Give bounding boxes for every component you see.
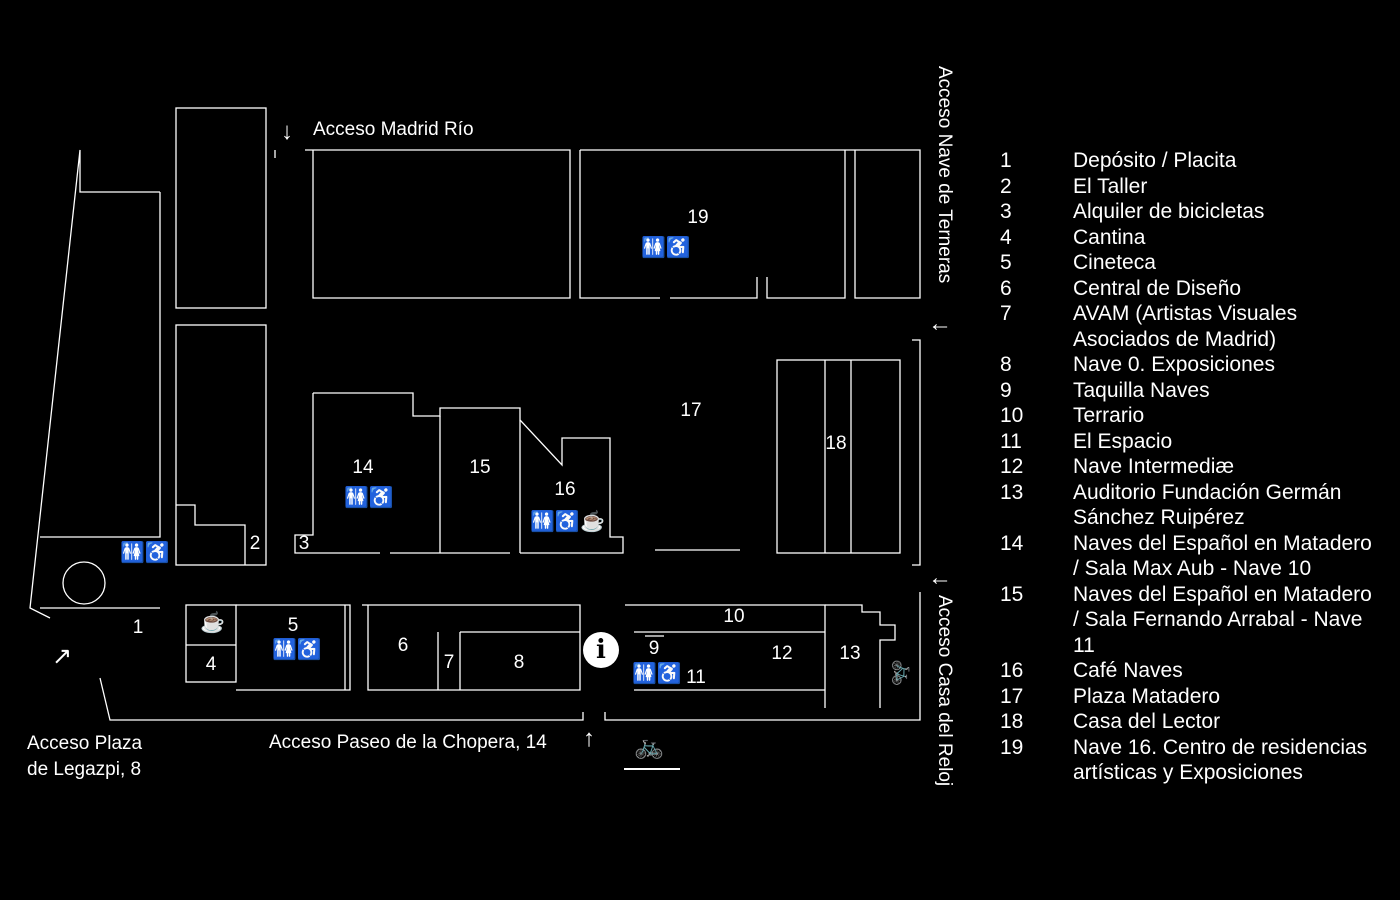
legend-label: Auditorio Fundación Germán Sánchez Ruipérez bbox=[1073, 480, 1342, 529]
area-number-9: 9 bbox=[648, 638, 660, 659]
coffee-icon: ☕ bbox=[580, 511, 605, 533]
outline-circle-fountain bbox=[63, 562, 105, 604]
outline-block-mid-left bbox=[176, 325, 266, 565]
outline-nave-19 bbox=[305, 150, 570, 298]
legend-number: 7 bbox=[1000, 302, 1012, 325]
legend-item bbox=[1000, 301, 1380, 352]
legend-label: Plaza Matadero bbox=[1073, 684, 1221, 708]
legend-label: Naves del Español en Matadero / Sala Fernando Arrabal - Nave 11 bbox=[1073, 582, 1372, 657]
legend-item bbox=[1000, 531, 1380, 582]
restroom-icon: 🚻♿ bbox=[530, 511, 580, 533]
legend-label: Nave 0. Exposiciones bbox=[1073, 353, 1275, 376]
area-number-12: 12 bbox=[771, 643, 793, 664]
legend-label: Nave 16. Centro de residencias artísticas y Exposiciones bbox=[1073, 735, 1368, 784]
legend-item bbox=[1000, 250, 1380, 276]
legend-item bbox=[1000, 480, 1380, 531]
area-number-1: 1 bbox=[132, 617, 144, 638]
area-number-8: 8 bbox=[513, 652, 525, 673]
legend-label: Naves del Español en Matadero / Sala Max Aub - Nave 10 bbox=[1073, 531, 1372, 580]
legend-item bbox=[1000, 352, 1380, 378]
legend-number: 16 bbox=[1000, 659, 1024, 682]
legend-number: 2 bbox=[1000, 174, 1012, 198]
area-number-19: 19 bbox=[687, 207, 709, 228]
legend-number: 5 bbox=[1000, 251, 1012, 274]
legend-number: 9 bbox=[1000, 378, 1012, 402]
legend-number: 10 bbox=[1000, 404, 1024, 427]
legend-label: Terrario bbox=[1073, 404, 1145, 427]
legend-item bbox=[1000, 174, 1380, 200]
legend-number: 11 bbox=[1000, 429, 1022, 453]
area-number-13: 13 bbox=[839, 643, 861, 664]
area-number-14: 14 bbox=[352, 457, 374, 478]
legend-label: Central de Diseño bbox=[1073, 276, 1242, 300]
legend-item bbox=[1000, 148, 1380, 174]
legend-label: Casa del Lector bbox=[1073, 710, 1221, 733]
restroom-icon: 🚻♿ bbox=[272, 639, 322, 661]
legend-number: 1 bbox=[1000, 149, 1012, 172]
restroom-icon: 🚻♿ bbox=[641, 237, 691, 259]
legend-label: Cantina bbox=[1073, 225, 1146, 249]
legend-label: Alquiler de bicicletas bbox=[1073, 200, 1265, 223]
legend-label: Depósito / Placita bbox=[1073, 149, 1237, 172]
legend-label: Café Naves bbox=[1073, 659, 1183, 682]
arrow-up-right-icon: ↗ bbox=[52, 643, 73, 670]
legend-label: El Taller bbox=[1073, 174, 1148, 198]
legend-item bbox=[1000, 735, 1380, 786]
area-number-18: 18 bbox=[825, 433, 847, 454]
legend-number: 18 bbox=[1000, 710, 1024, 733]
legend bbox=[1000, 148, 1380, 786]
arrow-down-icon: ↓ bbox=[281, 118, 293, 145]
area-number-7: 7 bbox=[443, 652, 455, 673]
bicycle-icon: 🚲 bbox=[634, 733, 664, 760]
area-number-16: 16 bbox=[554, 479, 576, 500]
access-chopera: Acceso Paseo de la Chopera, 14 bbox=[269, 732, 547, 753]
legend-item bbox=[1000, 709, 1380, 735]
legend-item bbox=[1000, 658, 1380, 684]
legend-number: 8 bbox=[1000, 353, 1012, 376]
legend-number: 15 bbox=[1000, 582, 1024, 606]
area-number-17: 17 bbox=[680, 400, 702, 421]
legend-item bbox=[1000, 225, 1380, 251]
legend-label: Cineteca bbox=[1073, 251, 1156, 274]
bike-parking-line bbox=[624, 768, 680, 770]
coffee-icon: ☕ bbox=[200, 612, 225, 634]
legend-item bbox=[1000, 276, 1380, 302]
legend-number: 17 bbox=[1000, 684, 1024, 708]
legend-number: 13 bbox=[1000, 480, 1024, 504]
area-number-15: 15 bbox=[469, 457, 491, 478]
access-legazpi-line1: Acceso Plaza bbox=[27, 733, 143, 754]
restroom-icon: 🚻♿ bbox=[344, 487, 394, 509]
legend-item bbox=[1000, 454, 1380, 480]
area-number-10: 10 bbox=[723, 606, 745, 627]
legend-label: Taquilla Naves bbox=[1073, 378, 1210, 402]
legend-number: 19 bbox=[1000, 735, 1024, 759]
legend-label: El Espacio bbox=[1073, 429, 1173, 453]
access-nave-terneras: Acceso Nave de Terneras bbox=[934, 66, 955, 284]
area-number-5: 5 bbox=[287, 615, 299, 636]
bicycle-icon: 🚲 bbox=[891, 659, 917, 687]
area-number-3: 3 bbox=[298, 533, 310, 554]
area-number-11: 11 bbox=[686, 667, 706, 688]
legend-number: 14 bbox=[1000, 531, 1024, 555]
legend-item bbox=[1000, 199, 1380, 225]
legend-number: 3 bbox=[1000, 200, 1012, 223]
legend-item bbox=[1000, 684, 1380, 710]
legend-number: 4 bbox=[1000, 225, 1012, 249]
legend-item bbox=[1000, 429, 1380, 455]
legend-item bbox=[1000, 378, 1380, 404]
outline-bottom-wall bbox=[100, 678, 583, 720]
legend-number: 6 bbox=[1000, 276, 1012, 300]
access-casa-reloj: Acceso Casa del Reloj bbox=[934, 595, 955, 787]
access-madrid-rio: Acceso Madrid Río bbox=[313, 119, 474, 140]
area-number-2: 2 bbox=[249, 533, 261, 554]
info-icon: i bbox=[583, 632, 619, 668]
arrow-up-icon: ↑ bbox=[583, 725, 595, 752]
area-number-6: 6 bbox=[397, 635, 409, 656]
legend-label: Nave Intermediæ bbox=[1073, 455, 1235, 478]
arrow-left-icon: ← bbox=[928, 310, 952, 337]
access-legazpi-line2: de Legazpi, 8 bbox=[27, 759, 142, 780]
restroom-icon: 🚻♿ bbox=[120, 542, 170, 564]
restroom-icon: 🚻♿ bbox=[632, 663, 682, 685]
legend-number: 12 bbox=[1000, 455, 1024, 478]
area-number-4: 4 bbox=[205, 654, 217, 675]
arrow-left-icon: ← bbox=[928, 564, 952, 591]
outline-block-top-left bbox=[176, 108, 266, 308]
legend-item bbox=[1000, 582, 1380, 659]
legend-label: AVAM (Artistas Visuales Asociados de Madrid) bbox=[1073, 302, 1298, 351]
legend-item bbox=[1000, 403, 1380, 429]
outline-casa-lector bbox=[777, 360, 900, 553]
